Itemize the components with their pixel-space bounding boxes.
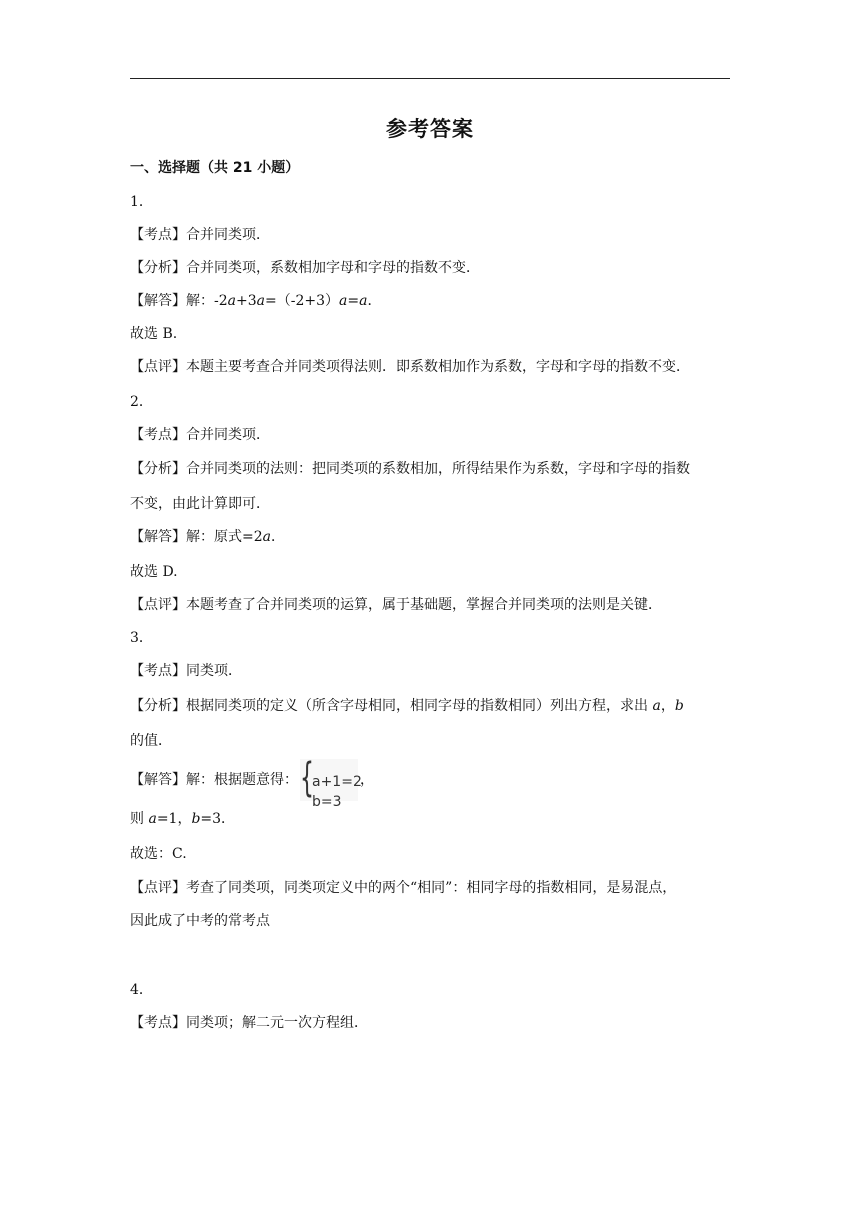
section-heading: 一、选择题（共 21 小题） [130,160,300,176]
q2-dianping: 【点评】本题考查了合并同类项的运算，属于基础题，掌握合并同类项的法则是关键． [130,597,662,613]
page-title: 参考答案 [386,117,474,141]
q2-fenxi-line1: 【分析】合并同类项的法则：把同类项的系数相加，所得结果作为系数，字母和字母的指数 [130,461,690,477]
q3-kaodian: 【考点】同类项． [130,663,242,679]
q1-kaodian: 【考点】合并同类项． [130,227,270,243]
q3-dianping-line1: 【点评】考查了同类项，同类项定义中的两个“相同”：相同字母的指数相同，是易混点， [130,880,677,896]
q3-jieda: 【解答】解：根据题意得： { a+1=2 b=3 ， [130,755,374,810]
q2-fenxi-line2: 不变，由此计算即可． [130,496,270,512]
q1-fenxi: 【分析】合并同类项，系数相加字母和字母的指数不变． [130,260,480,276]
q2-kaodian: 【考点】合并同类项． [130,427,270,443]
q1-guxuan: 故选 B. [130,326,178,342]
q2-jieda: 【解答】解：原式=2a． [130,529,285,545]
q3-guxuan: 故选：C. [130,846,187,862]
q3-number: 3． [130,630,153,646]
q4-kaodian: 【考点】同类项；解二元一次方程组． [130,1015,368,1031]
equation-system-image: { a+1=2 b=3 [300,755,362,810]
q2-guxuan: 故选 D. [130,564,178,580]
q1-dianping: 【点评】本题主要考查合并同类项得法则．即系数相加作为系数，字母和字母的指数不变． [130,359,690,375]
q3-fenxi-line2: 的值． [130,733,172,749]
q1-number: 1． [130,194,153,210]
q3-result: 则 a=1，b=3． [130,811,236,827]
q1-jieda: 【解答】解：-2a+3a=（-2+3）a=a． [130,293,382,309]
q4-number: 4． [130,982,153,998]
header-rule [130,78,730,79]
q3-fenxi-line1: 【分析】根据同类项的定义（所含字母相同，相同字母的指数相同）列出方程，求出 a，b [130,698,684,714]
q3-dianping-line2: 因此成了中考的常考点 [130,913,270,929]
q2-number: 2． [130,394,153,410]
